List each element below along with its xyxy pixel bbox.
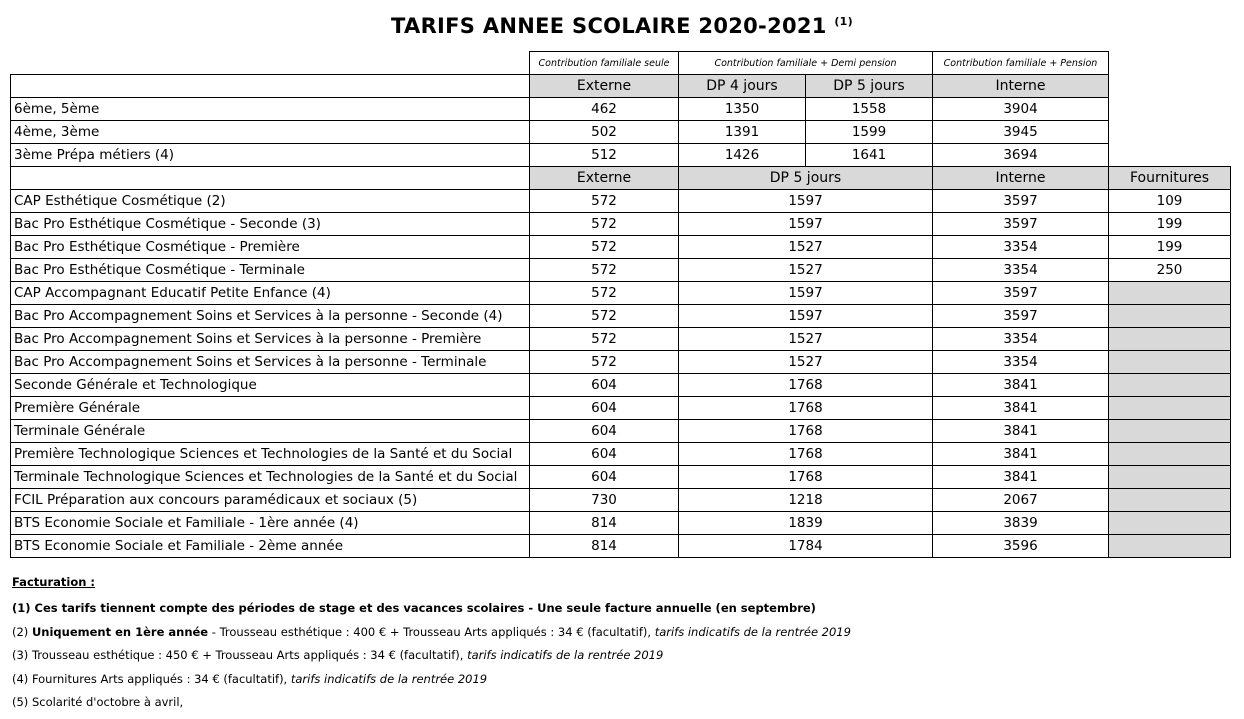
fournitures-cell — [1109, 351, 1231, 374]
lycee-row — [11, 213, 1231, 236]
fournitures-cell — [1109, 466, 1231, 489]
externe-cell: 604 — [530, 397, 679, 420]
dp5-cell: 1768 — [679, 397, 933, 420]
note-2-bold: Uniquement en 1ère année — [31, 624, 209, 639]
header-dp5: DP 5 jours — [679, 167, 933, 190]
interne-cell: 3596 — [933, 535, 1109, 558]
fournitures-cell — [1109, 535, 1231, 558]
group-header-contrib-pension: Contribution familiale + Pension — [933, 52, 1109, 75]
dp5-cell: 1597 — [679, 213, 933, 236]
lycee-row — [11, 236, 1231, 259]
fournitures-cell: 199 — [1109, 236, 1231, 259]
dp5-cell: 1527 — [679, 236, 933, 259]
externe-cell: 572 — [530, 305, 679, 328]
fournitures-cell — [1109, 512, 1231, 535]
header-interne: Interne — [933, 75, 1109, 98]
note-5 — [12, 695, 851, 719]
lycee-row — [11, 282, 1231, 305]
header-interne: Interne — [933, 167, 1109, 190]
dp5-cell: 1839 — [679, 512, 933, 535]
header-externe: Externe — [530, 167, 679, 190]
note-3 — [12, 648, 851, 672]
row-label: Première Générale — [11, 397, 530, 420]
row-label: CAP Accompagnant Educatif Petite Enfance (4) — [11, 282, 530, 305]
note-4-text: (4) Fournitures Arts appliqués : 34 € (facultatif), — [12, 671, 291, 686]
blank-cell — [1109, 144, 1231, 167]
lycee-row — [11, 374, 1231, 397]
interne-cell: 3354 — [933, 351, 1109, 374]
note-1-text: (1) Ces tarifs tiennent compte des périodes de stage et des vacances scolaires - Une seule facture annuelle (en septembre) — [12, 601, 816, 615]
note-1 — [12, 601, 851, 625]
group-header-contrib-demi: Contribution familiale + Demi pension — [679, 52, 933, 75]
row-label: BTS Economie Sociale et Familiale - 2ème année — [11, 535, 530, 558]
lycee-row — [11, 259, 1231, 282]
college-row — [11, 144, 1231, 167]
row-label: FCIL Préparation aux concours paramédicaux et sociaux (5) — [11, 489, 530, 512]
lycee-row — [11, 328, 1231, 351]
header-dp4: DP 4 jours — [679, 75, 806, 98]
fournitures-cell — [1109, 305, 1231, 328]
header-dp5: DP 5 jours — [806, 75, 933, 98]
externe-cell: 572 — [530, 282, 679, 305]
row-label: Bac Pro Esthétique Cosmétique - Terminale — [11, 259, 530, 282]
row-label: BTS Economie Sociale et Familiale - 1ère année (4) — [11, 512, 530, 535]
externe-cell: 462 — [530, 98, 679, 121]
dp5-cell: 1597 — [679, 305, 933, 328]
externe-cell: 572 — [530, 190, 679, 213]
row-label: 6ème, 5ème — [11, 98, 530, 121]
dp5-cell: 1597 — [679, 190, 933, 213]
row-label: Terminale Technologique Sciences et Technologies de la Santé et du Social — [11, 466, 530, 489]
externe-cell: 814 — [530, 535, 679, 558]
externe-cell: 604 — [530, 420, 679, 443]
notes-title: Facturation : — [12, 575, 96, 589]
note-3-text: (3) Trousseau esthétique : 450 € + Trousseau Arts appliqués : 34 € (facultatif), — [12, 648, 468, 662]
blank-cell — [1109, 98, 1231, 121]
interne-cell: 3841 — [933, 397, 1109, 420]
externe-cell: 604 — [530, 466, 679, 489]
dp5-cell: 1784 — [679, 535, 933, 558]
interne-cell: 3597 — [933, 213, 1109, 236]
externe-cell: 604 — [530, 443, 679, 466]
dp5-cell: 1641 — [806, 144, 933, 167]
interne-cell: 3354 — [933, 259, 1109, 282]
interne-cell: 3597 — [933, 282, 1109, 305]
lycee-row — [11, 305, 1231, 328]
note-2-italic: tarifs indicatifs de la rentrée 2019 — [654, 624, 851, 639]
header-externe: Externe — [530, 75, 679, 98]
dp5-cell: 1218 — [679, 489, 933, 512]
fournitures-cell — [1109, 443, 1231, 466]
header-label-cell — [11, 75, 530, 98]
row-label: Terminale Générale — [11, 420, 530, 443]
interne-cell: 3839 — [933, 512, 1109, 535]
externe-cell: 572 — [530, 236, 679, 259]
row-label: Bac Pro Accompagnement Soins et Services à la personne - Terminale — [11, 351, 530, 374]
externe-cell: 572 — [530, 259, 679, 282]
fournitures-cell: 199 — [1109, 213, 1231, 236]
fournitures-cell: 109 — [1109, 190, 1231, 213]
interne-cell: 3841 — [933, 374, 1109, 397]
group-header-row — [11, 52, 1231, 75]
header-label-cell — [11, 167, 530, 190]
note-5-text: (5) Scolarité d'octobre à avril, — [12, 695, 184, 709]
lycee-row — [11, 190, 1231, 213]
interne-cell: 3945 — [933, 121, 1109, 144]
row-label: Bac Pro Accompagnement Soins et Services à la personne - Première — [11, 328, 530, 351]
externe-cell: 814 — [530, 512, 679, 535]
fournitures-cell — [1109, 420, 1231, 443]
college-header-row — [11, 75, 1231, 98]
fournitures-cell: 250 — [1109, 259, 1231, 282]
interne-cell: 3841 — [933, 466, 1109, 489]
dp5-cell: 1768 — [679, 466, 933, 489]
row-label: Bac Pro Accompagnement Soins et Services à la personne - Seconde (4) — [11, 305, 530, 328]
row-label: Bac Pro Esthétique Cosmétique - Première — [11, 236, 530, 259]
externe-cell: 572 — [530, 328, 679, 351]
blank-cell — [1109, 75, 1231, 98]
dp5-cell: 1597 — [679, 282, 933, 305]
row-label: Seconde Générale et Technologique — [11, 374, 530, 397]
fournitures-cell — [1109, 282, 1231, 305]
note-4 — [12, 672, 851, 696]
lycee-row — [11, 466, 1231, 489]
title-footnote: (1) — [834, 15, 853, 28]
dp5-cell: 1768 — [679, 374, 933, 397]
externe-cell: 572 — [530, 351, 679, 374]
page-title — [0, 14, 1244, 38]
note-2-prefix: (2) — [12, 624, 32, 639]
interne-cell: 3904 — [933, 98, 1109, 121]
dp4-cell: 1350 — [679, 98, 806, 121]
note-4-italic: tarifs indicatifs de la rentrée 2019 — [290, 671, 488, 686]
interne-cell: 3597 — [933, 305, 1109, 328]
row-label: Bac Pro Esthétique Cosmétique - Seconde (3) — [11, 213, 530, 236]
note-2-text: - Trousseau esthétique : 400 € + Trousseau Arts appliqués : 34 € (facultatif), — [208, 624, 655, 639]
interne-cell: 3354 — [933, 236, 1109, 259]
dp5-cell: 1527 — [679, 259, 933, 282]
fournitures-cell — [1109, 397, 1231, 420]
lycee-row — [11, 443, 1231, 466]
lycee-row — [11, 397, 1231, 420]
dp5-cell: 1558 — [806, 98, 933, 121]
interne-cell: 3354 — [933, 328, 1109, 351]
note-2 — [12, 625, 851, 649]
lycee-row — [11, 489, 1231, 512]
interne-cell: 2067 — [933, 489, 1109, 512]
dp5-cell: 1768 — [679, 420, 933, 443]
lycee-row — [11, 351, 1231, 374]
row-label: 4ème, 3ème — [11, 121, 530, 144]
interne-cell: 3694 — [933, 144, 1109, 167]
dp4-cell: 1426 — [679, 144, 806, 167]
lycee-header-row — [11, 167, 1231, 190]
interne-cell: 3597 — [933, 190, 1109, 213]
dp5-cell: 1527 — [679, 351, 933, 374]
title-text: TARIFS ANNEE SCOLAIRE 2020-2021 — [391, 14, 827, 38]
dp4-cell: 1391 — [679, 121, 806, 144]
dp5-cell: 1527 — [679, 328, 933, 351]
tariff-table — [10, 51, 1231, 558]
row-label: Première Technologique Sciences et Technologies de la Santé et du Social — [11, 443, 530, 466]
blank-cell — [1109, 52, 1231, 75]
externe-cell: 512 — [530, 144, 679, 167]
lycee-row — [11, 535, 1231, 558]
interne-cell: 3841 — [933, 420, 1109, 443]
fournitures-cell — [1109, 489, 1231, 512]
externe-cell: 604 — [530, 374, 679, 397]
header-fournitures: Fournitures — [1109, 167, 1231, 190]
blank-cell — [11, 52, 530, 75]
fournitures-cell — [1109, 328, 1231, 351]
billing-notes — [12, 575, 851, 719]
fournitures-cell — [1109, 374, 1231, 397]
interne-cell: 3841 — [933, 443, 1109, 466]
dp5-cell: 1768 — [679, 443, 933, 466]
externe-cell: 572 — [530, 213, 679, 236]
group-header-contrib-seule: Contribution familiale seule — [530, 52, 679, 75]
blank-cell — [1109, 121, 1231, 144]
row-label: 3ème Prépa métiers (4) — [11, 144, 530, 167]
externe-cell: 502 — [530, 121, 679, 144]
college-row — [11, 121, 1231, 144]
lycee-row — [11, 512, 1231, 535]
note-3-italic: tarifs indicatifs de la rentrée 2019 — [467, 648, 664, 662]
row-label: CAP Esthétique Cosmétique (2) — [11, 190, 530, 213]
lycee-row — [11, 420, 1231, 443]
dp5-cell: 1599 — [806, 121, 933, 144]
college-row — [11, 98, 1231, 121]
externe-cell: 730 — [530, 489, 679, 512]
